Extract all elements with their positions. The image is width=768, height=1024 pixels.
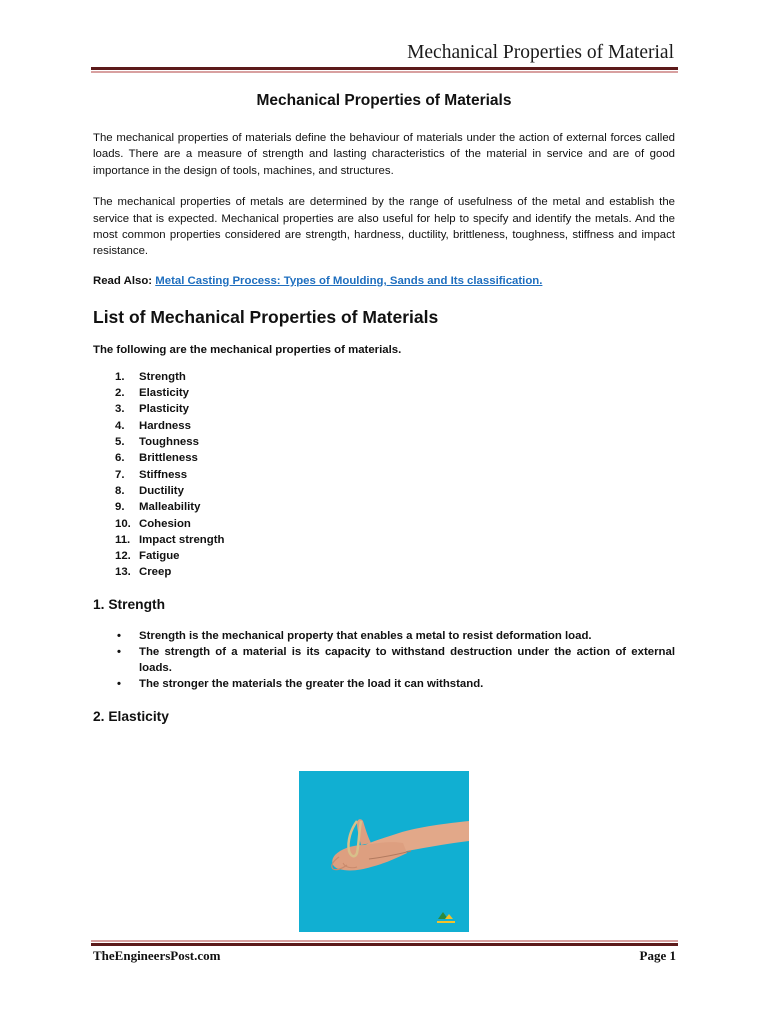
- metals-paragraph: The mechanical properties of metals are determined by the range of usefulness of the metal and establish the service that is expected. Mechanical properties are also useful for help to specify and identify the metals. And the most common properties considered are strength, hardness, ductility, brittleness, toughness, stiffness and impact resistance.: [93, 196, 675, 258]
- main-content: [93, 90, 675, 740]
- list-item: 8. Ductility: [115, 484, 184, 497]
- list-item: 11. Impact strength: [115, 533, 225, 546]
- bullet-icon: •: [117, 645, 121, 658]
- list-item: 3. Plasticity: [115, 403, 190, 416]
- header-rule: [91, 67, 678, 70]
- intro-paragraph: The mechanical properties of materials define the behaviour of materials under the action of external forces called loads. There are a measure of strength and lasting characteristics of the material in service and are of good importance in the design of tools, machines, and structures.: [93, 132, 675, 177]
- list-intro: The following are the mechanical properties of materials.: [93, 343, 402, 356]
- list-section-heading: List of Mechanical Properties of Materials: [93, 306, 439, 327]
- properties-list: [93, 369, 675, 581]
- elasticity-heading: 2. Elasticity: [93, 708, 169, 724]
- elasticity-image: [299, 771, 469, 932]
- list-item: 7. Stiffness: [115, 468, 188, 481]
- document-title: Mechanical Properties of Materials: [256, 92, 512, 109]
- list-item: 5. Toughness: [115, 436, 199, 449]
- list-item: 4. Hardness: [115, 419, 191, 432]
- list-item: • The stronger the materials the greater the load it can withstand.: [93, 676, 675, 692]
- list-item: • The strength of a material is its capacity to withstand destruction under the action of external loads.: [93, 644, 675, 676]
- list-item: 6. Brittleness: [115, 452, 198, 465]
- bullet-icon: •: [117, 678, 121, 691]
- list-item: 9. Malleability: [115, 501, 201, 514]
- list-item: 2. Elasticity: [115, 387, 190, 400]
- read-also-label: Read Also:: [93, 274, 153, 287]
- header-rule-accent: [91, 71, 678, 73]
- list-item: 10. Cohesion: [115, 517, 191, 530]
- bullet-icon: •: [117, 629, 121, 642]
- read-also-link[interactable]: Metal Casting Process: Types of Moulding, Sands and Its classification.: [155, 274, 543, 287]
- list-item: 13. Creep: [115, 566, 172, 579]
- footer-rule: [91, 943, 678, 946]
- list-item: 1. Strength: [115, 370, 186, 383]
- header-title: Mechanical Properties of Material: [407, 42, 674, 63]
- list-item: • Strength is the mechanical property that enables a metal to resist deformation load.: [93, 628, 675, 644]
- read-also: [93, 275, 675, 287]
- footer-site: TheEngineersPost.com: [93, 948, 221, 963]
- hand-rubber-band-illustration: [299, 771, 469, 932]
- footer-rule-accent: [91, 940, 678, 942]
- strength-heading: 1. Strength: [93, 596, 166, 612]
- page-number: Page 1: [639, 948, 676, 963]
- list-item: 12. Fatigue: [115, 550, 180, 563]
- strength-bullets: [93, 628, 675, 693]
